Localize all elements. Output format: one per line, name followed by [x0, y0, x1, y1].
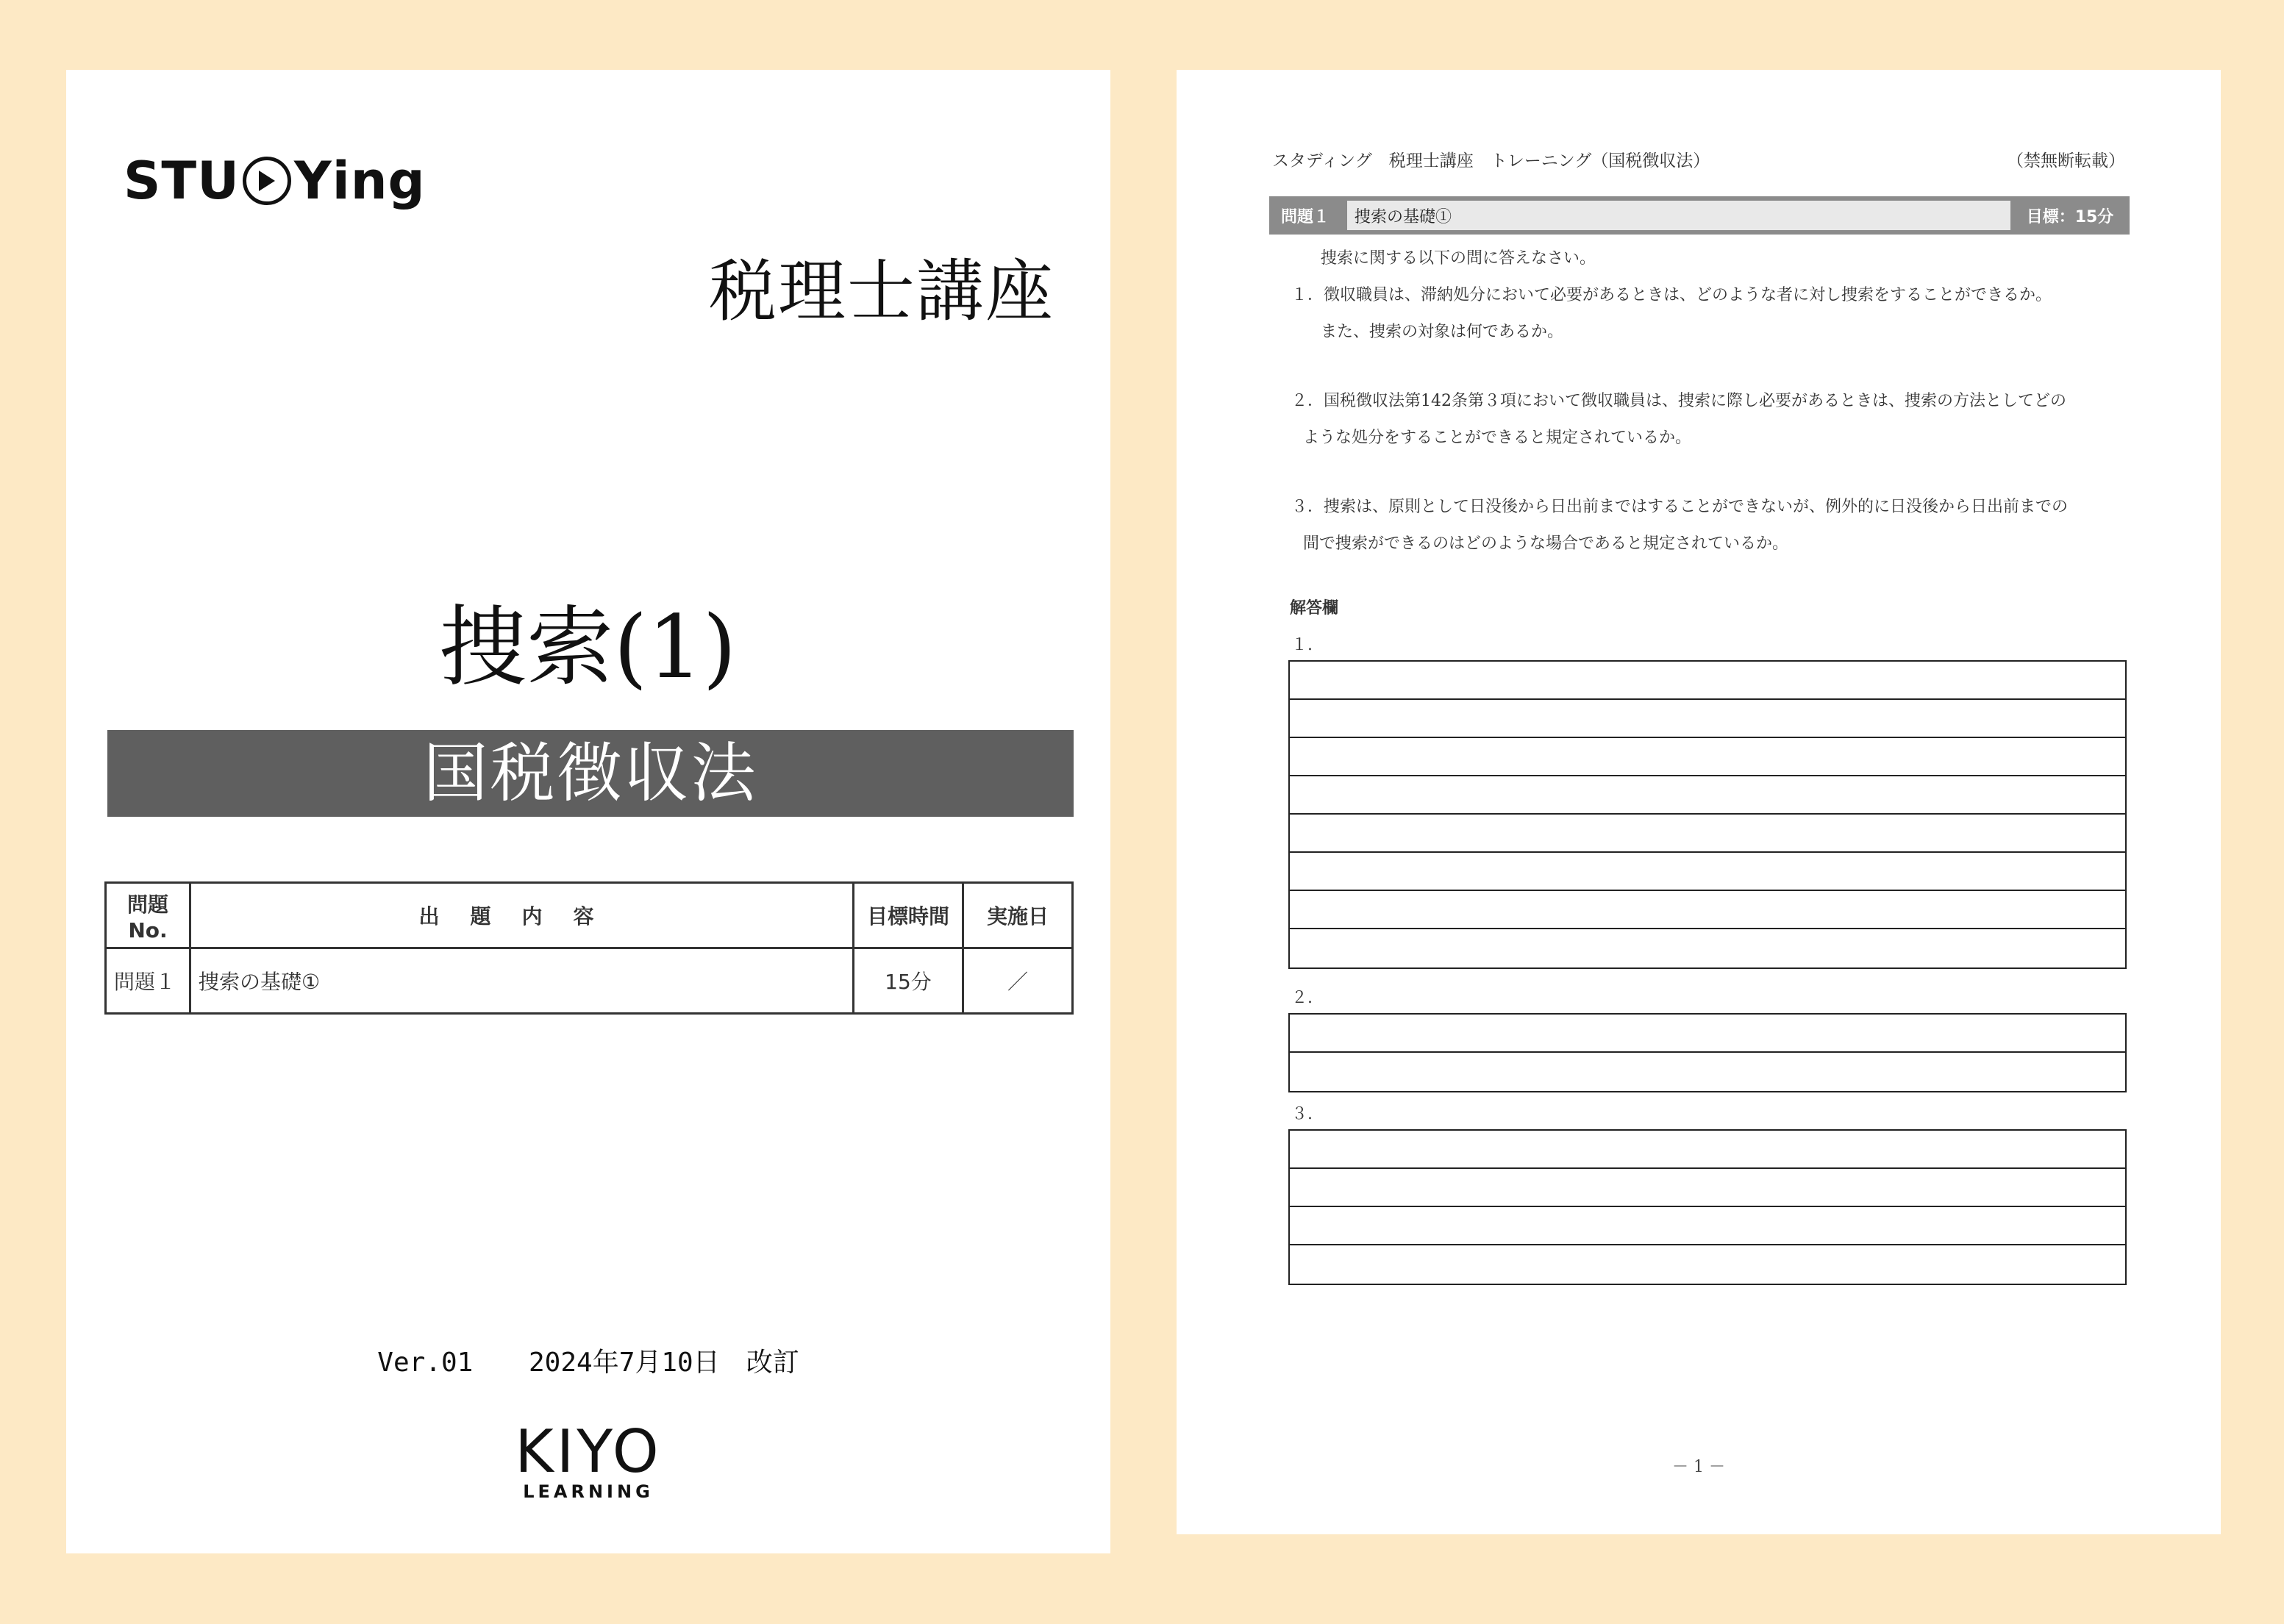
- question-bar: [1269, 196, 2130, 235]
- question-goal: 目標：15分: [2026, 207, 2114, 226]
- cell-no: 問題１: [106, 948, 190, 1014]
- question-2: [1291, 383, 2130, 457]
- question-1-line-1: １．徴収職員は、滞納処分において必要があるときは、どのような者に対し捜索をすることができるか。: [1291, 286, 2052, 304]
- cell-time: 15分: [854, 948, 963, 1014]
- answer-line[interactable]: [1290, 1207, 2125, 1245]
- answer-line[interactable]: [1290, 929, 2125, 967]
- page-number: － 1 －: [1672, 1458, 1725, 1476]
- cover-page: [66, 70, 1110, 1553]
- answer-label-1: １.: [1291, 636, 1313, 654]
- answer-line[interactable]: [1290, 815, 2125, 853]
- answer-label-3: ３.: [1291, 1105, 1313, 1123]
- answer-line[interactable]: [1290, 1245, 2125, 1284]
- answer-line[interactable]: [1290, 1053, 2125, 1091]
- copyright-notice: （禁無断転載）: [2007, 151, 2125, 171]
- answer-heading: 解答欄: [1290, 599, 1339, 618]
- answer-line[interactable]: [1290, 1015, 2125, 1053]
- question-2-line-1: ２．国税徴収法第142条第３項において徴収職員は、捜索に際し必要があるときは、捜索の方法としてどの: [1291, 392, 2066, 410]
- cell-date: ／: [963, 948, 1073, 1014]
- answer-box-1[interactable]: [1288, 660, 2127, 969]
- course-title: 税理士講座: [708, 252, 1054, 331]
- table-header-row: [106, 883, 1073, 948]
- answer-line[interactable]: [1290, 891, 2125, 929]
- question-1-line-2: また、捜索の対象は何であるか。: [1321, 323, 1564, 341]
- answer-box-2[interactable]: [1288, 1013, 2127, 1092]
- kiyo-learning-logo: [66, 1417, 1110, 1502]
- answer-label-2: ２.: [1291, 989, 1313, 1007]
- answer-line[interactable]: [1290, 738, 2125, 776]
- revision-line: Ver.01 2024年7月10日 改訂: [377, 1348, 799, 1378]
- header-date: 実施日: [963, 883, 1073, 948]
- question-1: [1291, 277, 2130, 351]
- answer-line[interactable]: [1290, 853, 2125, 891]
- question-page: [1177, 70, 2221, 1534]
- subject-band: 国税徴収法: [107, 730, 1074, 817]
- contents-table: [104, 881, 1074, 1015]
- header-no: 問題No.: [106, 883, 190, 948]
- answer-line[interactable]: [1290, 1169, 2125, 1207]
- studying-logo: [124, 151, 426, 211]
- running-header: スタディング 税理士講座 トレーニング（国税徴収法）: [1272, 151, 1710, 171]
- play-icon: [243, 157, 291, 205]
- logo-text-post: Ying: [294, 151, 426, 211]
- question-2-line-2: ような処分をすることができると規定されているか。: [1303, 429, 1692, 447]
- answer-box-3[interactable]: [1288, 1129, 2127, 1285]
- logo-text-pre: STU: [124, 151, 240, 211]
- answer-line[interactable]: [1290, 662, 2125, 700]
- question-3: [1291, 489, 2130, 562]
- question-intro: 捜索に関する以下の問に答えなさい。: [1321, 249, 1596, 268]
- question-body: [1291, 240, 2130, 595]
- question-topic: 捜索の基礎①: [1347, 201, 2010, 230]
- answer-line[interactable]: [1290, 1131, 2125, 1169]
- topic-title: 捜索(1): [440, 596, 737, 698]
- header-time: 目標時間: [854, 883, 963, 948]
- question-3-line-1: ３．捜索は、原則として日没後から日出前まではすることができないが、例外的に日没後から日出前までの: [1291, 498, 2069, 516]
- logo-learning: LEARNING: [523, 1481, 654, 1502]
- header-content: 出題内容: [190, 883, 854, 948]
- logo-kiyo: KIYO: [515, 1417, 662, 1486]
- question-number: 問題１: [1281, 207, 1330, 226]
- answer-line[interactable]: [1290, 776, 2125, 815]
- answer-line[interactable]: [1290, 700, 2125, 738]
- cell-content: 捜索の基礎①: [190, 948, 854, 1014]
- question-3-line-2: 間で捜索ができるのはどのような場合であると規定されているか。: [1303, 534, 1789, 553]
- table-row: [106, 948, 1073, 1014]
